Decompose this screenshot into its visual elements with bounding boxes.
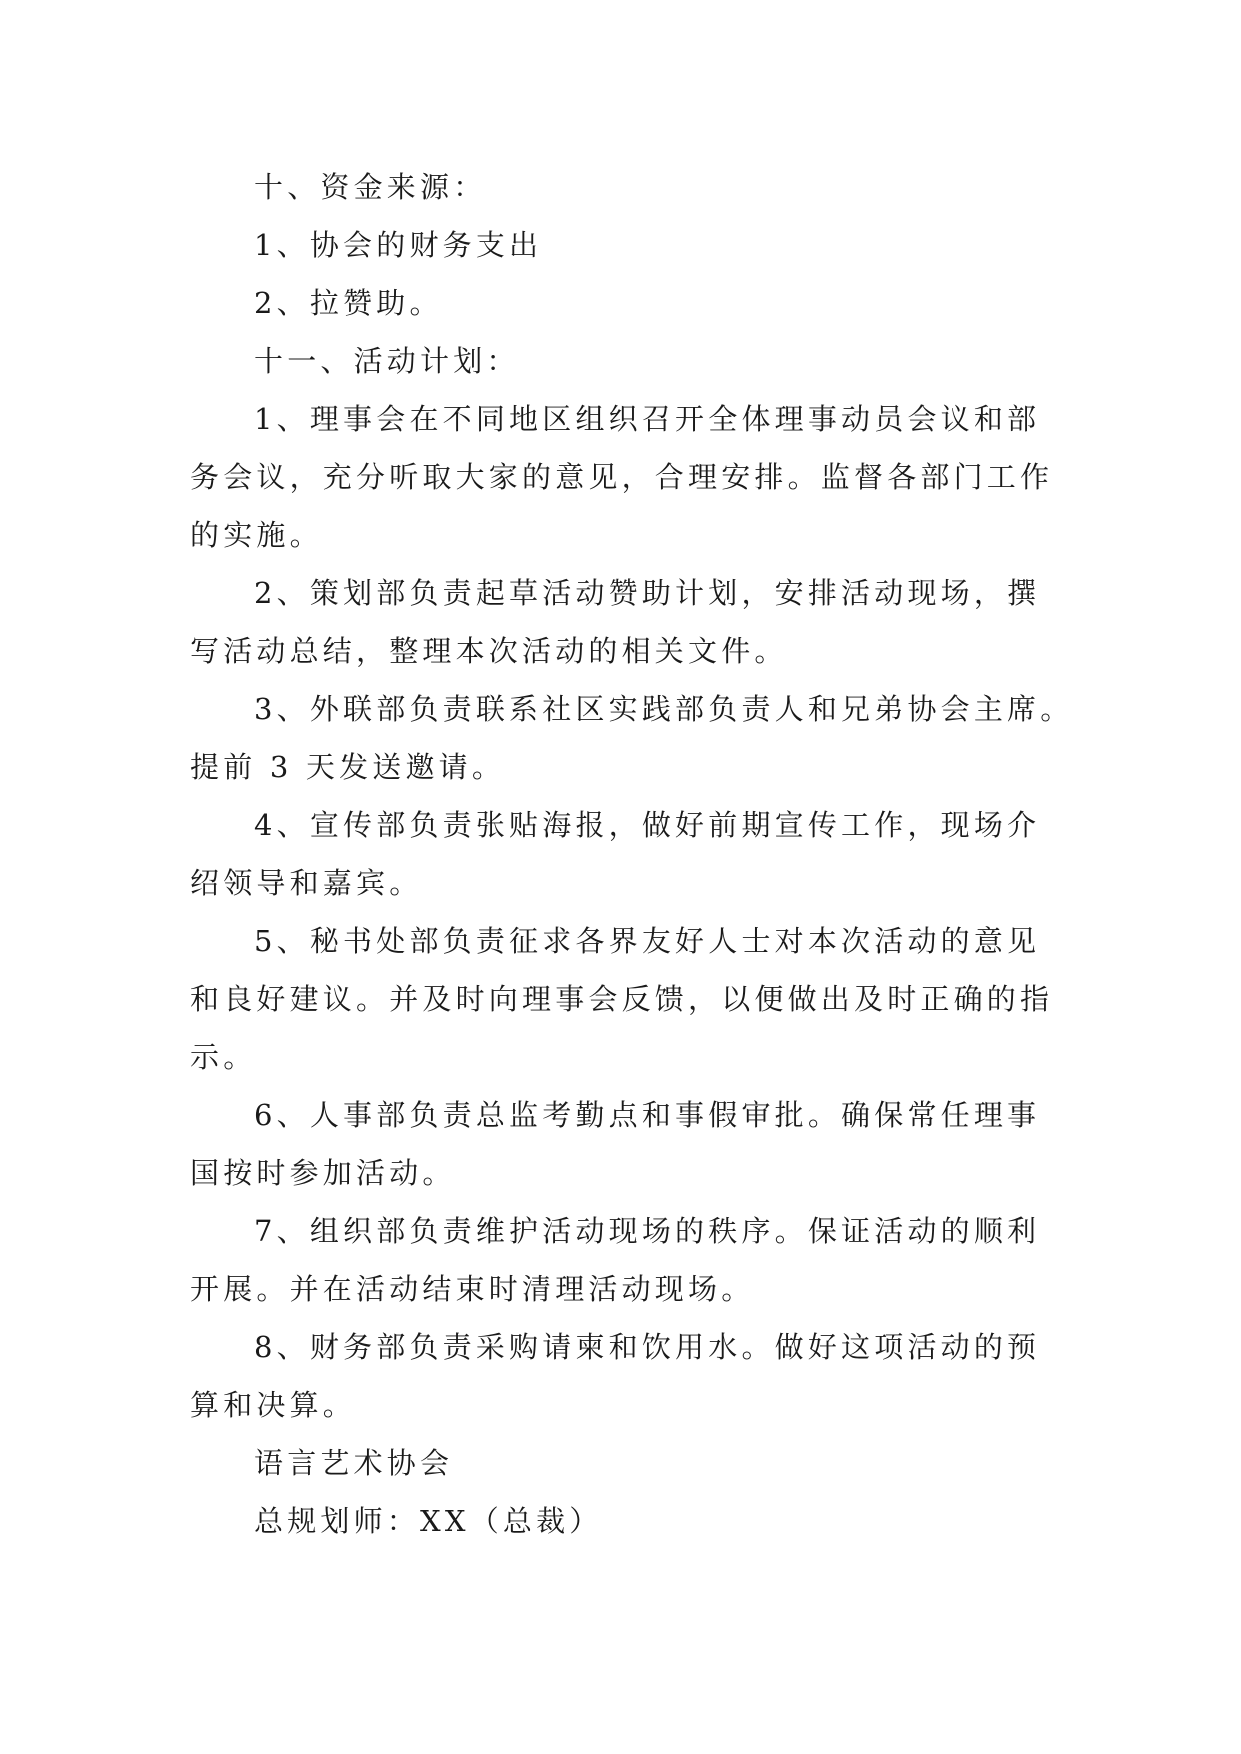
- text-line: 3、外联部负责联系社区实践部负责人和兄弟协会主席。: [254, 692, 1074, 726]
- text-line: 和良好建议。并及时向理事会反馈，以便做出及时正确的指: [190, 982, 1054, 1016]
- text-line: 提前 3 天发送邀请。: [190, 750, 506, 784]
- text-line: 写活动总结，整理本次活动的相关文件。: [190, 634, 788, 668]
- text-line: 国按时参加活动。: [190, 1156, 456, 1190]
- document-page: [190, 158, 1074, 1550]
- text-line: 4、宣传部负责张贴海报，做好前期宣传工作，现场介: [254, 808, 1041, 842]
- text-line: 8、财务部负责采购请柬和饮用水。做好这项活动的预: [254, 1330, 1041, 1364]
- text-line: 算和决算。: [190, 1388, 357, 1422]
- text-line: 2、策划部负责起草活动赞助计划，安排活动现场，撰: [254, 576, 1041, 610]
- text-line: 1、协会的财务支出: [254, 228, 543, 262]
- text-line: 总规划师：XX（总裁）: [254, 1504, 603, 1538]
- text-line: 6、人事部负责总监考勤点和事假审批。确保常任理事: [254, 1098, 1041, 1132]
- text-line: 开展。并在活动结束时清理活动现场。: [190, 1272, 755, 1306]
- text-line: 1、理事会在不同地区组织召开全体理事动员会议和部: [254, 402, 1041, 436]
- text-line: 2、拉赞助。: [254, 286, 443, 320]
- text-line: 的实施。: [190, 518, 323, 552]
- text-line: 7、组织部负责维护活动现场的秩序。保证活动的顺利: [254, 1214, 1041, 1248]
- text-line: 绍领导和嘉宾。: [190, 866, 423, 900]
- text-line: 语言艺术协会: [254, 1446, 454, 1480]
- text-line: 十一、活动计划：: [254, 344, 520, 378]
- text-line: 示。: [190, 1040, 257, 1074]
- text-line: 十、资金来源：: [254, 170, 487, 204]
- text-line: 务会议，充分听取大家的意见，合理安排。监督各部门工作: [190, 460, 1054, 494]
- text-line: 5、秘书处部负责征求各界友好人士对本次活动的意见: [254, 924, 1041, 958]
